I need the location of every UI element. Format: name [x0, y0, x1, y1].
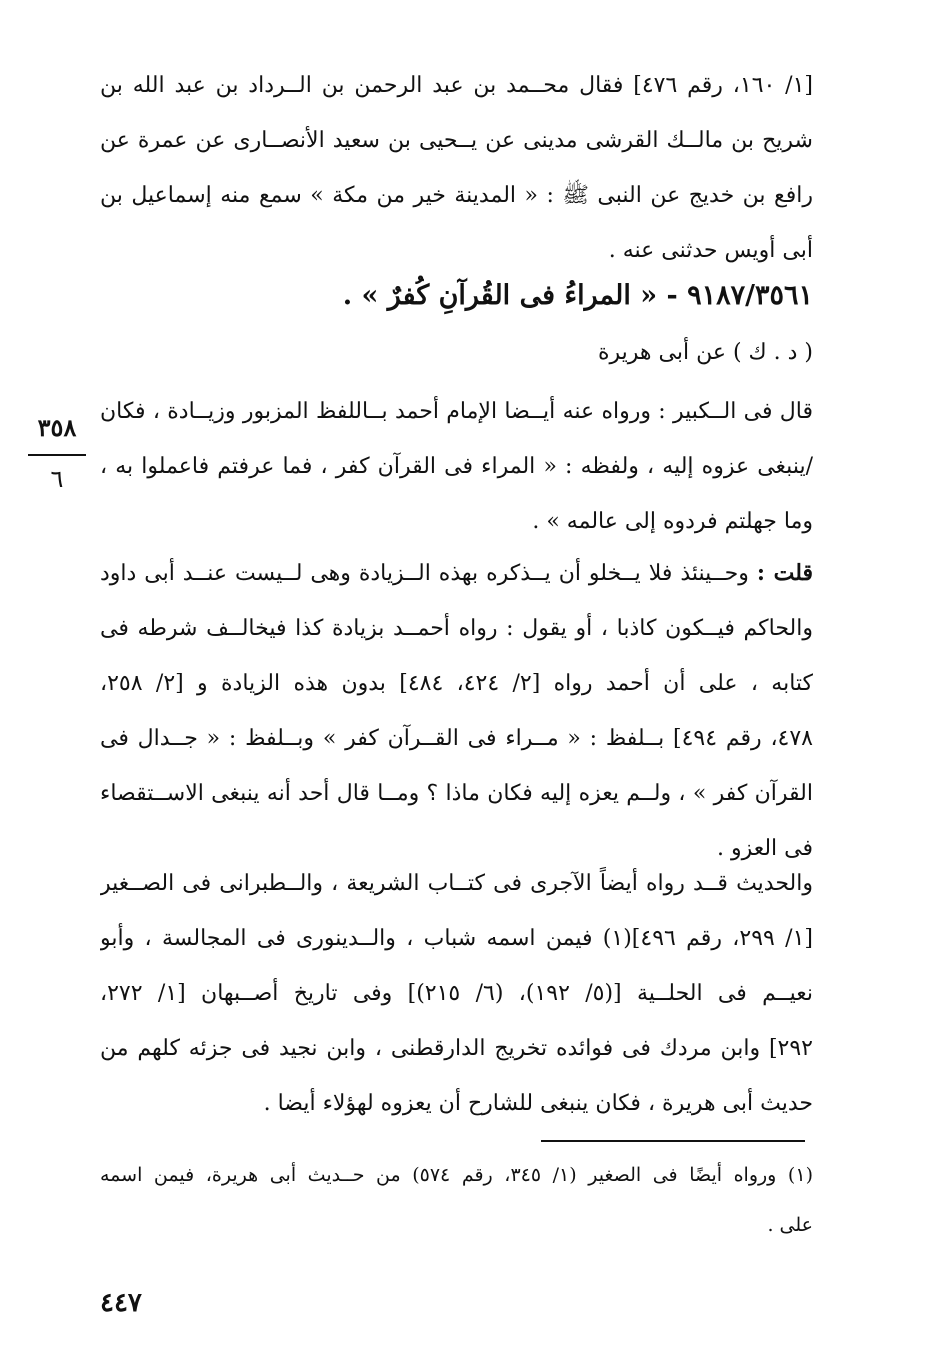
- margin-reference-rule: [28, 454, 86, 456]
- qult-label: قلت :: [756, 560, 813, 586]
- margin-reference-denominator: ٦: [50, 465, 64, 493]
- text-line: والحاكم فيــكون كاذبا ، أو يقول : رواه أحمــد بزيادة كذا فيخالــف شرطه فى: [100, 616, 813, 641]
- footnote-line: على .: [767, 1214, 813, 1236]
- takhrij-paragraph: [100, 856, 813, 1131]
- footnote-separator: [541, 1140, 805, 1142]
- intro-paragraph: [100, 58, 813, 278]
- text-line: حديث أبى هريرة ، فكان ينبغى للشارح أن يعزوه لهؤلاء أيضا .: [263, 1091, 813, 1116]
- hadith-heading-block: [100, 268, 813, 323]
- footnote: [100, 1150, 813, 1250]
- hadith-source-block: [100, 325, 813, 380]
- text-line: شريح بن مالــك القرشى مدينى عن يــحيى بن سعيد الأنصــارى عن عمرة عن: [100, 128, 813, 153]
- text-line: أبى أويس حدثنى عنه .: [608, 238, 813, 263]
- text-line: [١/ ١٦٠، رقم ٤٧٦] فقال محــمد بن عبد الرحمن بن الــرداد بن عبد الله بن: [100, 73, 813, 98]
- text-line: [١/ ٢٩٩، رقم ٤٩٦](١) فيمن اسمه شباب ، والــدينورى فى المجالسة ، وأبو: [100, 926, 813, 951]
- qult-paragraph: [100, 546, 813, 876]
- qult-first-line: وحــينئذ فلا يــخلو أن يــذكره بهذه الــزيادة وهى لــيست عنــد أبى داود: [100, 561, 749, 586]
- text-line: نعيــم فى الحلــية [(٥/ ١٩٢)، (٦/ ٢١٥)] وفى تاريخ أصــبهان [١/ ٢٧٢،: [100, 981, 813, 1006]
- hadith-source: ( د . ك ) عن أبى هريرة: [597, 340, 813, 365]
- text-line: ٤٧٨، رقم ٤٩٤] بــلفظ : « مــراء فى القــرآن كفر » وبــلفظ : « جــدال فى: [100, 726, 813, 751]
- text-line: [100, 546, 813, 601]
- hadith-heading: ٩١٨٧/٣٥٦١ - « المراءُ فى القُرآنِ كُفرٌ » .: [342, 280, 813, 311]
- text-line: /ينبغى عزوه إليه ، ولفظه : « المراء فى القرآن كفر ، فما عرفتم فاعملوا به ،: [100, 454, 813, 479]
- text-line: رافع بن خديج عن النبى ﷺ : « المدينة خير من مكة » سمع منه إسماعيل بن: [100, 183, 813, 208]
- margin-reference: [22, 408, 92, 496]
- footnote-line: (١) ورواه أيضًا فى الصغير (١/ ٣٤٥، رقم ٥٧٤) من حــديث أبى هريرة، فيمن اسمه: [100, 1164, 813, 1186]
- text-line: ٢٩٢] وابن مردك فى فوائده تخريج الدارقطنى ، وابن نجيد فى جزئه كلهم من: [100, 1036, 813, 1061]
- margin-reference-numerator: ٣٥٨: [37, 413, 77, 442]
- text-line: كتابه ، على أن أحمد رواه [٢/ ٤٢٤، ٤٨٤] بدون هذه الزيادة و [٢/ ٢٥٨،: [100, 671, 813, 696]
- text-line: فى العزو .: [716, 836, 813, 861]
- text-line: القرآن كفر » ، ولــم يعزه إليه فكان ماذا ؟ ومــا قال أحد أنه ينبغى الاســتقصاء: [100, 781, 813, 806]
- text-line: والحديث قــد رواه أيضاً الآجرى فى كتــاب الشريعة ، والــطبرانى فى الصــغير: [100, 871, 813, 896]
- text-line: قال فى الــكبير : ورواه عنه أيــضا الإمام أحمد بــاللفظ المزبور وزيــادة ، فكان: [100, 399, 813, 424]
- page-number: ٤٤٧: [100, 1288, 142, 1318]
- commentary-paragraph: [100, 384, 813, 549]
- text-line: وما جهلتم فردوه إلى عالمه » .: [532, 509, 813, 534]
